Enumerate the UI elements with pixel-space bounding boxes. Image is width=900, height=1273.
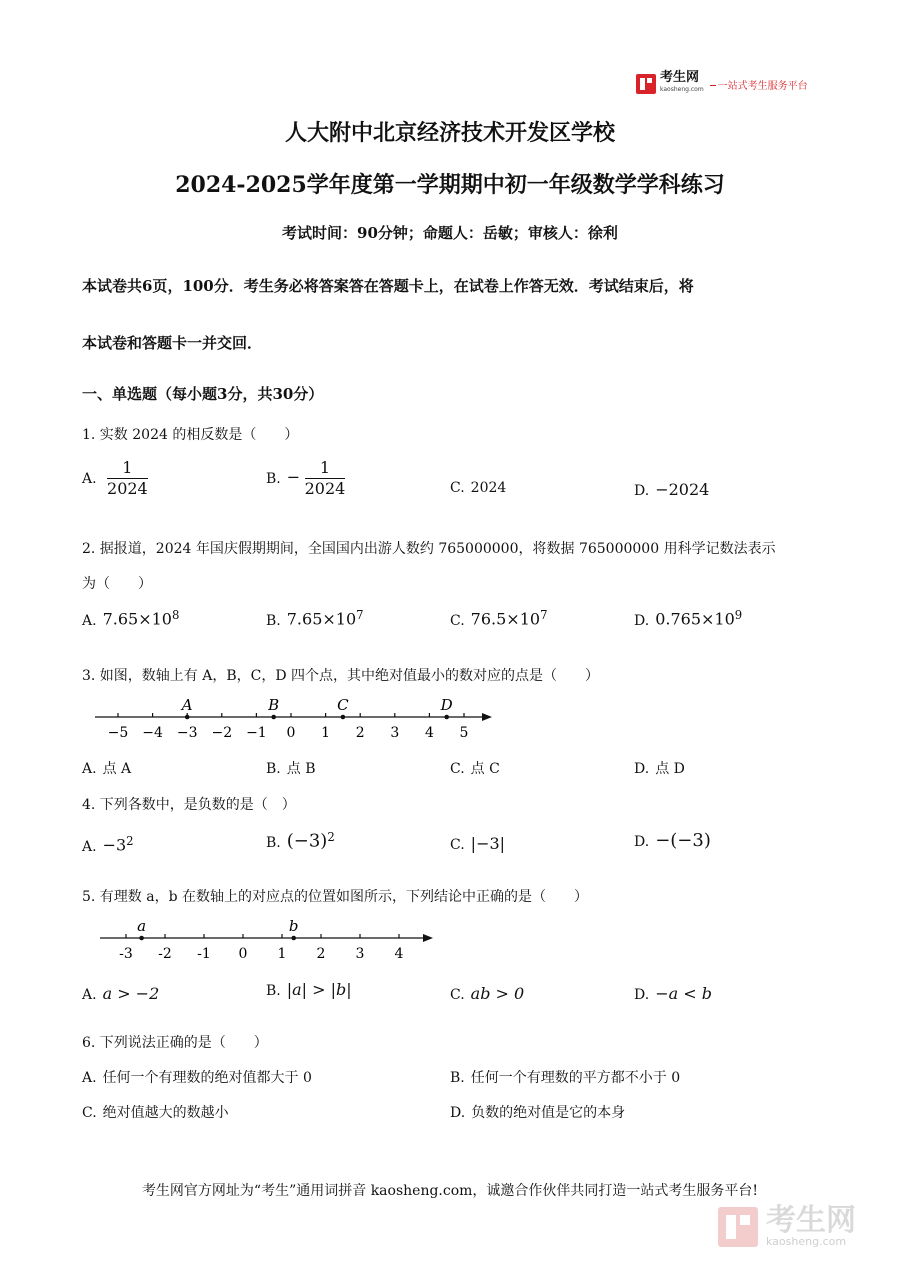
q3-point-label: A — [181, 696, 193, 714]
q5-tick-label: -3 — [119, 946, 133, 962]
q5-axis-arrow — [423, 934, 433, 942]
q3-axis-arrow — [482, 713, 492, 721]
q4-option-c: C. |−3| — [450, 834, 506, 853]
q5-option-a: A. a > −2 — [82, 984, 160, 1003]
watermark-text: 考生网 kaosheng.com — [766, 1203, 856, 1248]
q3-tick-label: 4 — [424, 725, 434, 741]
q3-tick-label: −3 — [176, 725, 198, 741]
q5-point-a — [139, 936, 144, 941]
brand-name: 考生网 kaosheng.com — [660, 70, 704, 93]
q3-tick-label: −4 — [142, 725, 163, 741]
section-heading: 一、单选题（每小题3分，共30分） — [82, 385, 324, 403]
q4-option-a: A. $-3^2$ — [82, 834, 134, 855]
q3-number-line — [90, 690, 500, 742]
brand-logo — [636, 72, 808, 96]
question-5: 5. 有理数 a，b 在数轴上的对应点的位置如图所示，下列结论中正确的是（ ） — [82, 889, 589, 905]
question-4: 4. 下列各数中，是负数的是（ ） — [82, 797, 296, 813]
q2-option-b: B. $7.65\times 10^7$ — [266, 608, 364, 629]
watermark — [718, 1203, 856, 1248]
q4-option-d: D. −(−3) — [634, 830, 711, 851]
brand-slogan: 一站式考生服务平台 — [710, 77, 808, 92]
question-1: 1. 实数 2024 的相反数是（ ） — [82, 427, 299, 443]
q1-option-b: B. − $\frac{1}{2024}$ — [266, 458, 346, 498]
q5-option-b: B. |a| > |b| — [266, 980, 352, 999]
q5-option-c: C. ab > 0 — [450, 984, 525, 1003]
q3-point-D — [444, 715, 449, 720]
q5-number-line — [95, 912, 440, 964]
q5-tick-label: -2 — [158, 946, 172, 962]
q5-point-label: b — [288, 917, 299, 935]
q6-option-c: C. 绝对值越大的数越小 — [82, 1105, 229, 1121]
q3-point-C — [341, 715, 346, 720]
exam-meta: 考试时间：90分钟；命题人：岳敏；审核人：徐利 — [282, 224, 618, 242]
q2-option-c: C. $76.5\times 10^7$ — [450, 608, 548, 629]
instructions-line2: 本试卷和答题卡一并交回． — [82, 334, 263, 352]
brand-logo-icon — [636, 74, 656, 94]
q5-point-b — [291, 936, 296, 941]
q3-tick-label: 3 — [390, 725, 400, 741]
q3-option-d: D. 点 D — [634, 761, 685, 777]
q3-point-label: C — [337, 696, 349, 714]
q5-tick-label: 2 — [316, 946, 326, 962]
q5-tick-label: 4 — [394, 946, 404, 962]
q1-option-a: A. $\frac{1}{2024}$ — [82, 458, 148, 498]
q1-option-c: C. 2024 — [450, 480, 507, 496]
question-3: 3. 如图，数轴上有 A，B，C，D 四个点，其中绝对值最小的数对应的点是（ ） — [82, 668, 600, 684]
q3-tick-label: 2 — [355, 725, 365, 741]
q3-tick-label: −2 — [211, 725, 233, 741]
q3-option-c: C. 点 C — [450, 761, 500, 777]
q3-tick-label: −5 — [107, 725, 129, 741]
q3-tick-label: 0 — [286, 725, 296, 741]
question-2-line1: 2. 据报道，2024 年国庆假期期间，全国国内出游人数约 765000000，将数据 765000000 用科学记数法表示 — [82, 541, 776, 557]
q6-option-b: B. 任何一个有理数的平方都不小于 0 — [450, 1070, 681, 1086]
q3-option-a: A. 点 A — [82, 761, 132, 777]
q4-option-b: B. $(-3)^2$ — [266, 830, 335, 852]
watermark-logo-icon — [718, 1207, 758, 1247]
question-2-line2: 为（ ） — [82, 576, 152, 592]
q2-option-d: D. $0.765\times 10^9$ — [634, 608, 743, 629]
q5-tick-label: 3 — [355, 946, 365, 962]
q3-point-A — [185, 715, 190, 720]
q3-tick-label: −1 — [246, 725, 267, 741]
q5-tick-label: 1 — [277, 946, 287, 962]
question-6: 6. 下列说法正确的是（ ） — [82, 1035, 268, 1051]
footer-text: 考生网官方网址为“考生”通用词拼音 kaosheng.com，诚邀合作伙伴共同打造一站式考生服务平台! — [141, 1183, 759, 1199]
exam-title: 2024-2025学年度第一学期期中初一年级数学学科练习 — [175, 172, 725, 198]
q6-option-a: A. 任何一个有理数的绝对值都大于 0 — [82, 1070, 312, 1086]
q3-tick-label: 1 — [321, 725, 331, 741]
q3-point-B — [271, 715, 276, 720]
q5-tick-label: -1 — [197, 946, 211, 962]
q3-option-b: B. 点 B — [266, 761, 316, 777]
q6-option-d: D. 负数的绝对值是它的本身 — [450, 1105, 626, 1121]
q5-point-label: a — [137, 917, 147, 935]
instructions-line1: 本试卷共6页，100分．考生务必将答案答在答题卡上，在试卷上作答无效．考试结束后，将 — [82, 277, 694, 295]
q3-point-label: B — [268, 696, 280, 714]
q3-point-label: D — [440, 696, 453, 714]
q5-tick-label: 0 — [238, 946, 248, 962]
school-title: 人大附中北京经济技术开发区学校 — [284, 120, 615, 146]
q1-option-d: D. −2024 — [634, 480, 710, 499]
q3-tick-label: 5 — [459, 725, 469, 741]
q5-option-d: D. −a < b — [634, 984, 712, 1003]
q2-option-a: A. $7.65\times 10^8$ — [82, 608, 180, 629]
